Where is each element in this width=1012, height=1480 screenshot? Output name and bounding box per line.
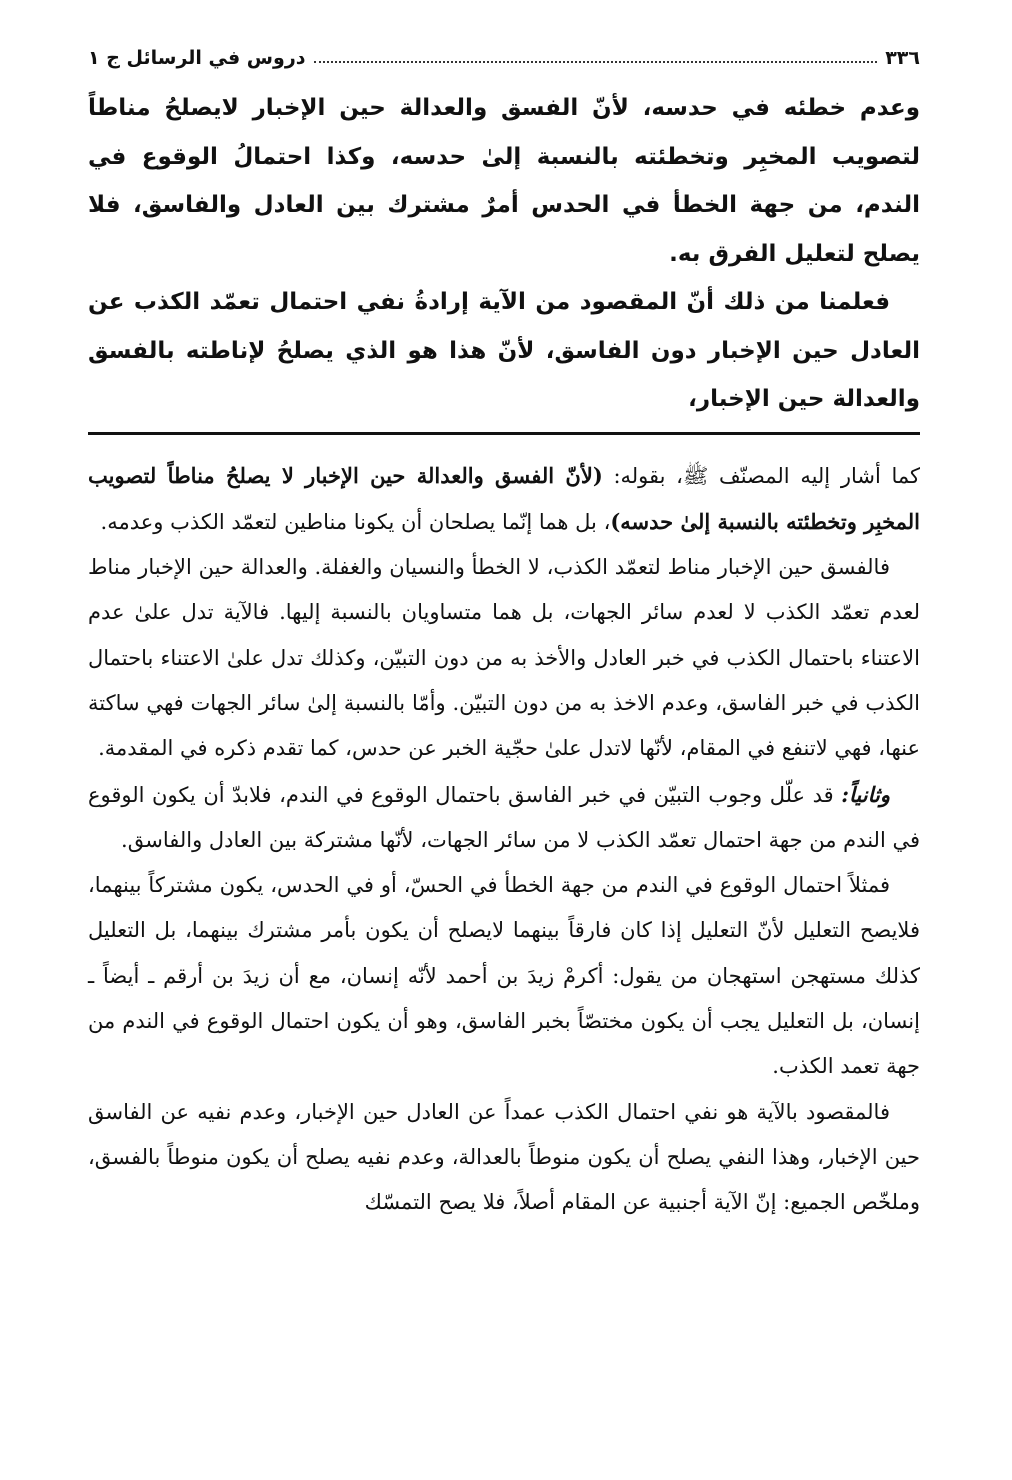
commentary-paragraph: فمثلاً احتمال الوقوع في الندم من جهة الخطأ في الحسّ، أو في الحدس، يكون مشتركاً بينهما، فلايصح التعليل لأنّ التعليل إذا كان فارقاً بينهما لايصلح أن يكون بأمر مشترك بينهما، بل التعليل كذلك مستهجن استهجان من يقول: أكرمْ زيدَ بن أحمد لأنّه إنسان، مع أن زيدَ بن أرقم ـ أيضاً ـ إنسان، بل التعليل يجب أن يكون مختصّاً بخبر الفاسق، وهو أن يكون احتمال الوقوع في الندم من جهة تعمد الكذب.	[88, 873, 920, 1079]
commentary-continuation: ، بل هما إنّما يصلحان أن يكونا مناطين لتعمّد الكذب وعدمه.	[100, 509, 611, 534]
text-divider	[88, 432, 920, 435]
main-paragraph: وعدم خطئه في حدسه، لأنّ الفسق والعدالة حين الإخبار لايصلحُ مناطاً لتصويب المخبِر وتخطئته بالنسبة إلىٰ حدسه، وكذا احتمالُ الوقوع في الندم، من جهة الخطأ في الحدس أمرٌ مشترك بين العادل والفاسق، فلا يصلح لتعليل الفرق به.	[88, 95, 920, 267]
page-header	[88, 38, 920, 78]
commentary-paragraph	[88, 453, 920, 546]
commentary-paragraph: فالفسق حين الإخبار مناط لتعمّد الكذب، لا الخطأ والنسيان والغفلة. والعدالة حين الإخبار مناط لعدم تعمّد الكذب لا لعدم سائر الجهات، بل هما متساويان بالنسبة إليها. فالآية تدل علىٰ عدم الاعتناء باحتمال الكذب في خبر العادل والأخذ به من دون التبيّن، وكذلك تدل علىٰ الاعتناء باحتمال الكذب في خبر الفاسق، وعدم الاخذ به من دون التبيّن. وأمّا بالنسبة إلىٰ سائر الجهات فهي ساكتة عنها، فهي لاتنفع في المقام، لأنّها لاتدل علىٰ حجّية الخبر عن حدس، كما تقدم ذكره في المقدمة.	[88, 555, 920, 761]
main-text	[88, 84, 920, 424]
main-paragraph: فعلمنا من ذلك أنّ المقصود من الآية إرادةُ نفي احتمال تعمّد الكذب عن العادل حين الإخبار دون الفاسق، لأنّ هذا هو الذي يصلحُ لإناطته بالفسق والعدالة حين الإخبار،	[88, 289, 920, 412]
commentary	[88, 453, 920, 1226]
commentary-paragraph	[88, 772, 920, 864]
commentary-continuation: قد علّل وجوب التبيّن في خبر الفاسق باحتمال الوقوع في الندم، فلابدّ أن يكون الوقوع في الندم من جهة احتمال تعمّد الكذب لا من سائر الجهات، لأنّها مشتركة بين العادل والفاسق.	[88, 782, 920, 852]
book-page	[88, 38, 920, 1226]
page-number: ٣٣٦	[885, 47, 920, 69]
running-title: دروس في الرسائل ج ١	[88, 47, 306, 69]
commentary-intro: كما أشار إليه المصنّف ﷺ، بقوله:	[602, 463, 920, 488]
header-dot-leader	[314, 47, 878, 63]
commentary-paragraph: فالمقصود بالآية هو نفي احتمال الكذب عمداً عن العادل حين الإخبار، وعدم نفيه عن الفاسق حين الإخبار، وهذا النفي يصلح أن يكون منوطاً بالعدالة، وعدم نفيه يصلح أن يكون منوطاً بالفسق، وملخّص الجميع: إنّ الآية أجنبية عن المقام أصلاً، فلا يصح التمسّك	[88, 1099, 920, 1215]
section-lead: وثانياً:	[841, 781, 890, 807]
quoted-text: (لأنّ الفسق والعدالة حين الإخبار لا يصلحُ مناطاً لتصويب المخبِر وتخطئته بالنسبة إلىٰ حدسه)	[88, 462, 920, 534]
